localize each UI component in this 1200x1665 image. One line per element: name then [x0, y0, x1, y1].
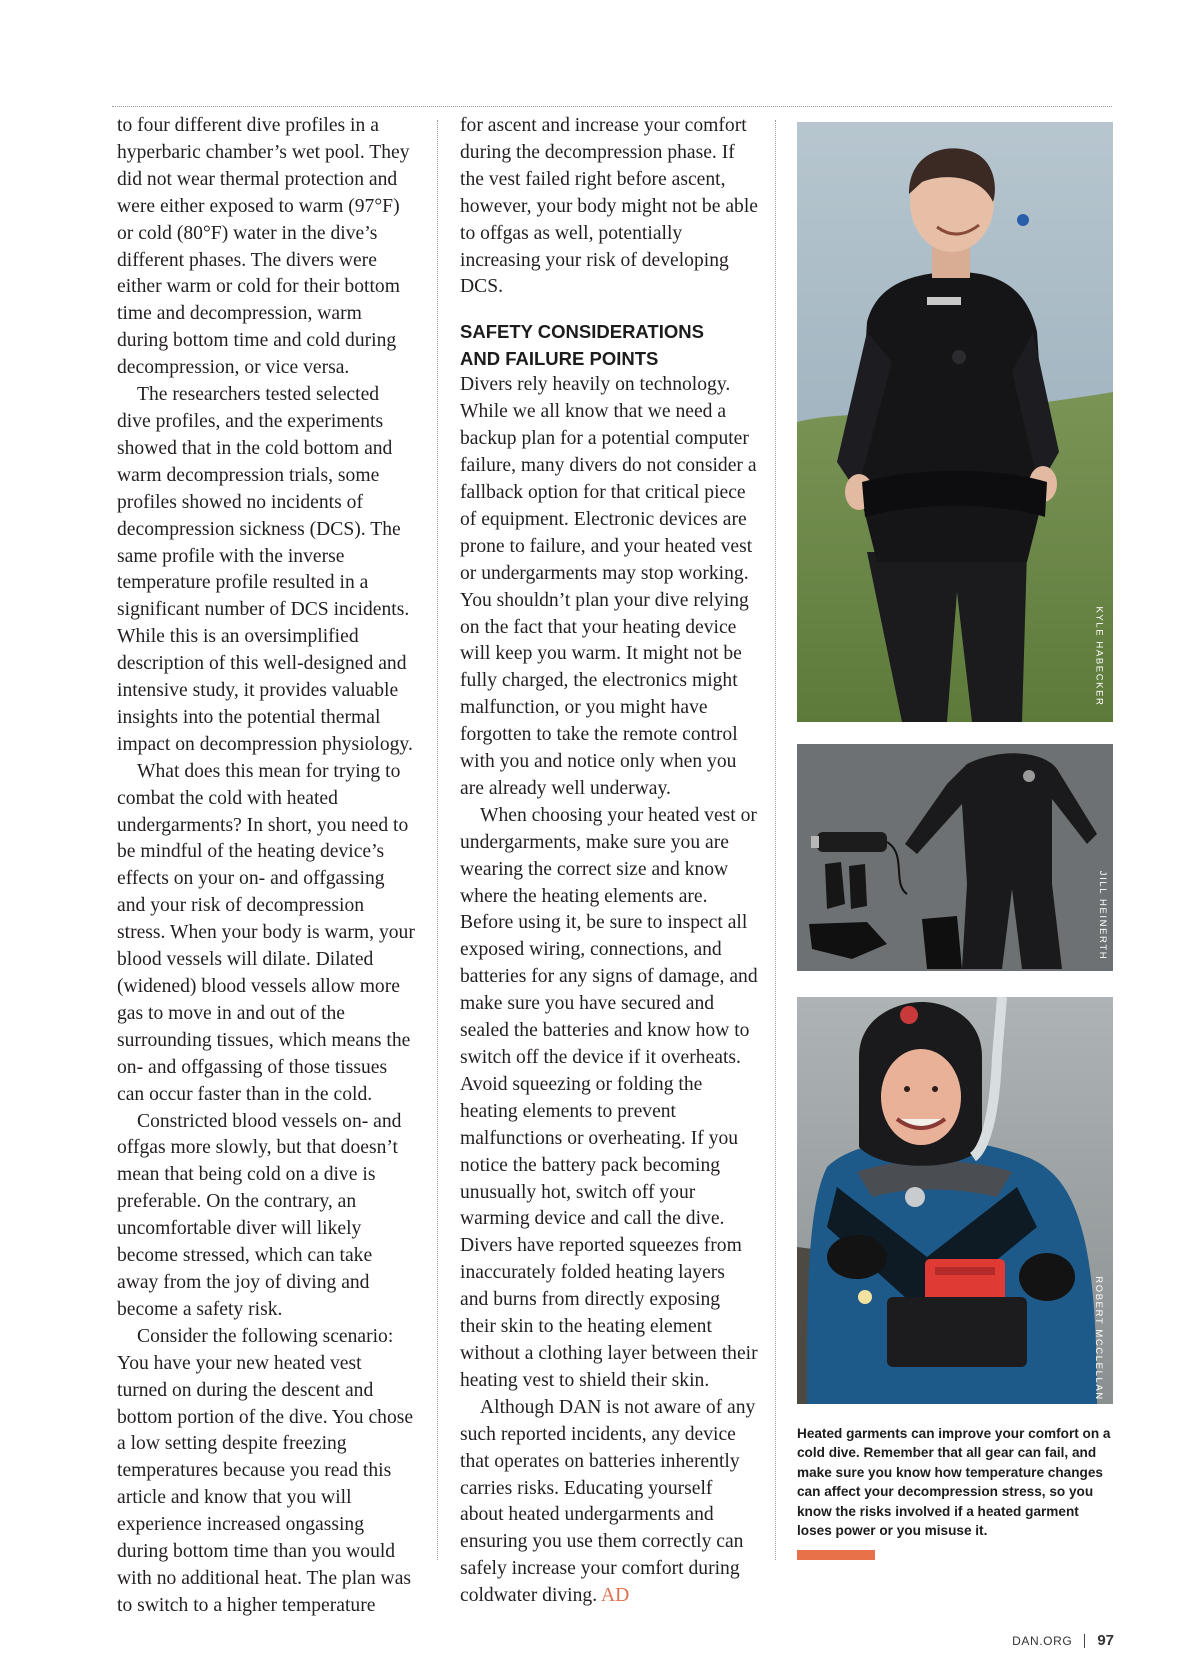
end-mark: AD	[600, 1585, 630, 1607]
body-paragraph	[460, 1395, 758, 1610]
body-paragraph: What does this mean for trying to combat the cold with heated undergarments? In short, you need to be mindful of the heating device’s effects on your on- and offgassing and your risk of decompression stress. When your body is warm, your blood vessels will dilate. Dilated (widened) blood vessels allow more gas to move in and out of the surrounding tissues, which means the on- and offgassing of those tissues can occur faster than in the cold.	[117, 760, 415, 1105]
section-heading-line-2: AND FAILURE POINTS	[460, 348, 659, 370]
body-paragraph: Constricted blood vessels on- and offgas more slowly, but that doesn’t mean that being cold on a dive is preferable. On the contrary, an uncomfortable diver will likely become stressed, which can take away from the joy of diving and become a safety risk.	[117, 1110, 402, 1320]
body-paragraph: to four different dive profiles in a hyperbaric chamber’s wet pool. They did not wear thermal protection and were either exposed to warm (97°F) or cold (80°F) water in the dive’s different phases. The divers were either warm or cold for their bottom time and decompression, warm during bottom time and cold during decompression, or vice versa.	[117, 115, 410, 379]
accent-bar	[797, 1550, 875, 1560]
final-paragraph-text: Although DAN is not aware of any such reported incidents, any device that operates on batteries inherently carries risks. Educating yourself about heated undergarments and ensuring you use them correctly can safely increase your comfort during coldwater diving.	[460, 1396, 756, 1607]
photo-credit: KYLE HABECKER	[1093, 606, 1105, 707]
page-footer	[1012, 1632, 1114, 1649]
photo-caption: Heated garments can improve your comfort on a cold dive. Remember that all gear can fail, and make sure you know how temperature changes can affect your decompression stress, so you know the risks involved if a heated garment loses power or you misuse it.	[797, 1426, 1111, 1539]
photo-credit: ROBERT MCCLELLAN	[1093, 1276, 1105, 1401]
diver-image	[797, 997, 1113, 1404]
column-divider	[437, 120, 438, 1560]
body-paragraph: The researchers tested selected dive profiles, and the experiments showed that in the cold bottom and warm decompression trials, some profiles showed no incidents of decompression sickness (DCS). The same profile with the inverse temperature profile resulted in a significant number of DCS incidents. While this is an oversimplified description of this well-designed and intensive study, it provides valuable insights into the potential thermal impact on decompression physiology.	[117, 384, 413, 755]
footer-separator	[1084, 1634, 1085, 1648]
body-paragraph: Consider the following scenario: You have your new heated vest turned on during the descent and bottom portion of the dive. You chose a low setting despite freezing temperatures because you read this article and know that you will experience increased ongassing during bottom time than you would with no additional heat. The plan was to switch to a higher temperature	[117, 1325, 414, 1616]
drysuit-gear-image	[797, 744, 1113, 971]
page-number: 97	[1097, 1632, 1114, 1649]
photo-credit: JILL HEINERTH	[1096, 870, 1108, 961]
section-heading-line-1: SAFETY CONSIDERATIONS	[460, 321, 704, 343]
top-divider	[112, 106, 1112, 107]
column-divider	[775, 120, 776, 1560]
article-column-2	[460, 113, 758, 1610]
body-paragraph: Divers rely heavily on technology. While we all know that we need a backup plan for a potential computer failure, many divers do not consider a fallback option for that critical piece of equipment. Electronic devices are prone to failure, and your heated vest or undergarments may stop working. You shouldn’t plan your dive relying on the fact that your heating device will keep you warm. It might not be fully charged, the electronics might malfunction, or you might have forgotten to take the remote control with you and notice only when you are already well underway.	[460, 374, 757, 799]
photo-diver	[797, 997, 1113, 1404]
photo-heated-vest	[797, 122, 1113, 722]
photo-drysuit-gear	[797, 744, 1113, 971]
heated-vest-image	[797, 122, 1113, 722]
section-heading	[460, 318, 758, 372]
body-paragraph: for ascent and increase your comfort during the decompression phase. If the vest failed right before ascent, however, your body might not be able to offgas as well, potentially increasing your risk of developing DCS.	[460, 115, 758, 298]
article-column-1	[117, 113, 415, 1620]
footer-site: DAN.ORG	[1012, 1633, 1073, 1648]
body-paragraph: When choosing your heated vest or undergarments, make sure you are wearing the correct size and know where the heating elements are. Before using it, be sure to inspect all exposed wiring, connections, and batteries for any signs of damage, and make sure you have secured and sealed the batteries and know how to switch off the device if it overheats. Avoid squeezing or folding the heating elements to prevent malfunctions or overheating. If you notice the battery pack becoming unusually hot, switch off your warming device and call the dive. Divers have reported squeezes from inaccurately folded heating layers and burns from directly exposing their skin to the heating element without a clothing layer between their heating vest to shield their skin.	[460, 804, 758, 1391]
